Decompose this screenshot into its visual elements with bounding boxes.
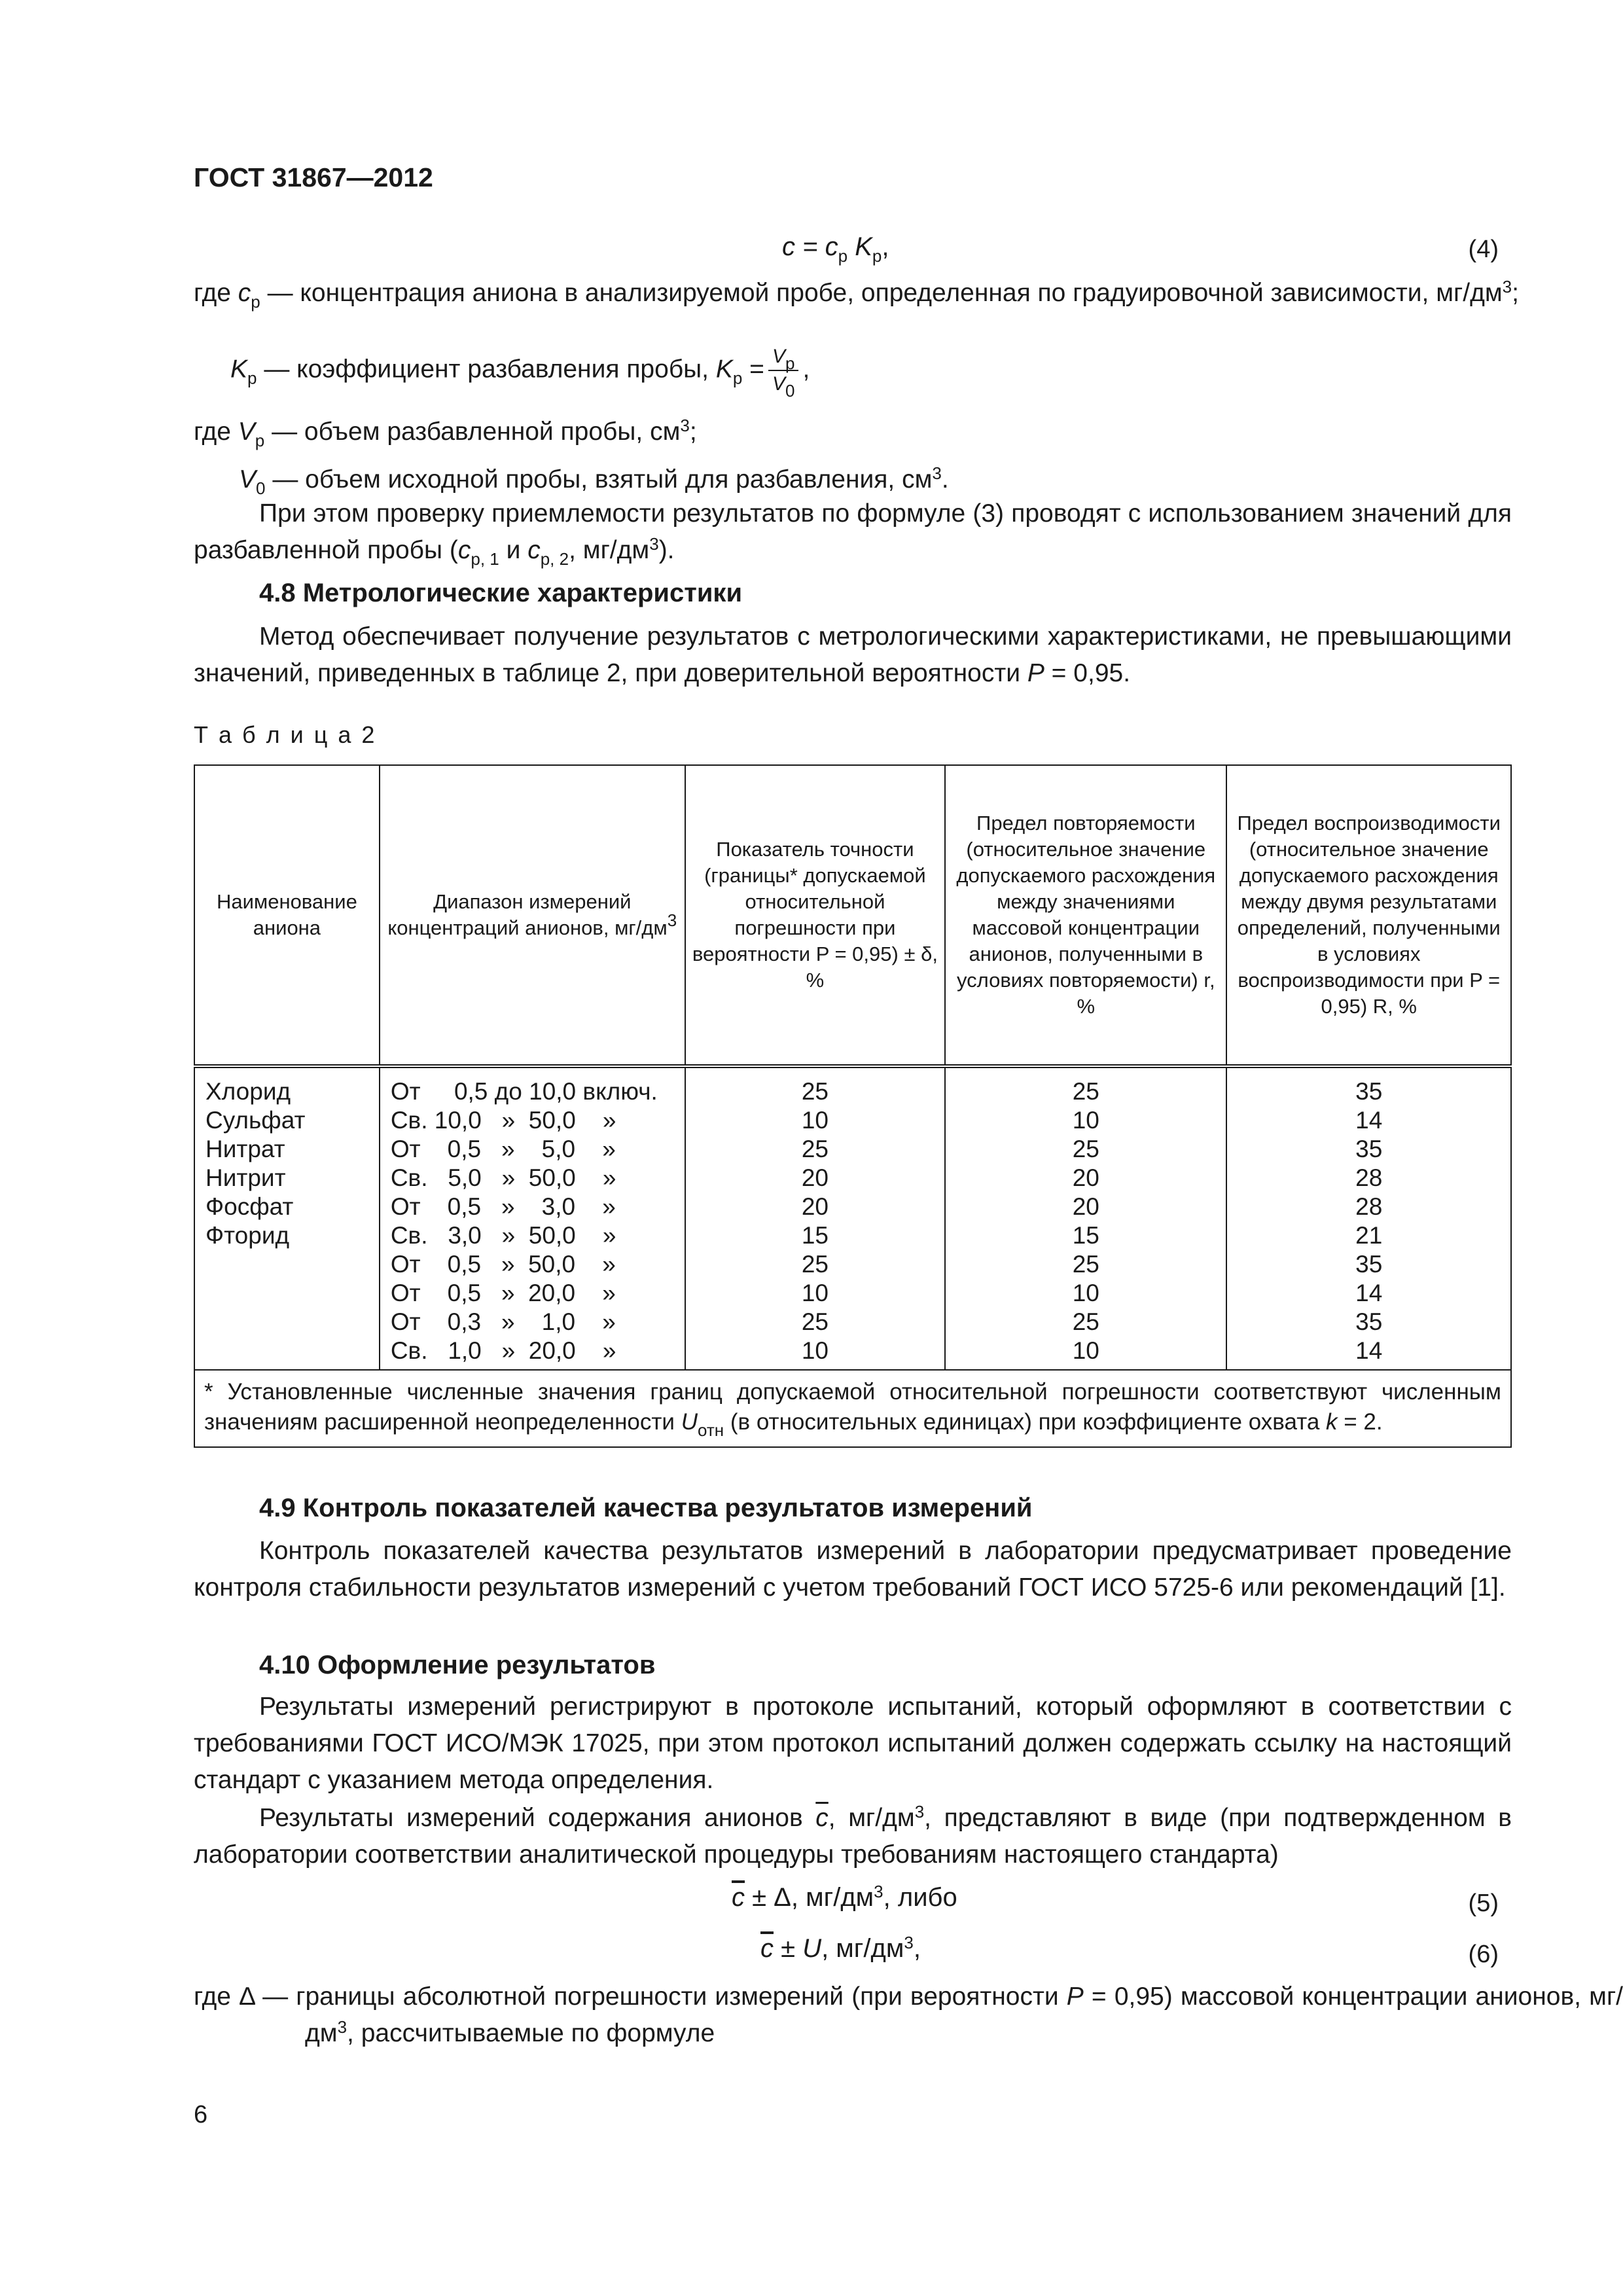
formula-4: $c = c_р$ $K_р$, xyxy=(782,232,889,266)
cell-repeatability: 20 xyxy=(1072,1164,1099,1191)
cell-reproducibility: 35 xyxy=(1355,1251,1383,1278)
cell-anion: Хлорид xyxy=(205,1078,291,1105)
column-repeatability xyxy=(945,1066,1226,1370)
header-range: Диапазон измерений концентраций анионов, $мг/дм^3$ xyxy=(380,765,685,1066)
cell-accuracy: 10 xyxy=(801,1337,829,1364)
formula-5-number: (5) xyxy=(1468,1890,1499,1917)
section-4-10-paragraph-1: Результаты измерений регистрируют в протоколе испытаний, который оформляют в соответствии с требованиями ГОСТ ИСО/МЭК 17025, при этом протокол испытаний должен содержать ссылку на настоящий стандарт с указанием метода определения. xyxy=(194,1693,1512,1794)
cell-repeatability: 25 xyxy=(1072,1251,1099,1278)
formula-6: $\overline{c} \pm U$, $мг/дм^3$, xyxy=(760,1933,921,1963)
cell-range: Св. 1,0 » 20,0 » xyxy=(390,1337,616,1364)
section-4-10-heading: 4.10 Оформление результатов xyxy=(259,1651,656,1679)
cell-range: От 0,5 до 10,0 включ. xyxy=(390,1078,658,1105)
column-reproducibility xyxy=(1226,1066,1511,1370)
cell-accuracy: 25 xyxy=(801,1251,829,1278)
cell-reproducibility: 35 xyxy=(1355,1078,1383,1105)
page-number: 6 xyxy=(194,2101,208,2128)
cell-anion: Фторид xyxy=(205,1222,290,1249)
section-4-8-heading: 4.8 Метрологические характеристики xyxy=(259,579,743,607)
cell-reproducibility: 28 xyxy=(1355,1164,1383,1191)
table-footnote-row xyxy=(194,1370,1511,1447)
cell-reproducibility: 14 xyxy=(1355,1280,1383,1306)
table-header-row xyxy=(194,765,1511,1066)
cell-accuracy: 20 xyxy=(801,1164,829,1191)
column-anion xyxy=(194,1066,380,1370)
cell-reproducibility: 14 xyxy=(1355,1107,1383,1134)
dilution-paragraph: При этом проверку приемлемости результатов по формуле (3) проводят с использованием значений для разбавленной пробы ($c_{р, 1}$ и $c_{р, 2}$, $мг/дм^3$). xyxy=(194,499,1512,569)
cell-range: От 0,5 » 20,0 » xyxy=(390,1280,616,1306)
cell-reproducibility: 21 xyxy=(1355,1222,1383,1249)
cell-repeatability: 15 xyxy=(1072,1222,1099,1249)
table-footnote: * Установленные численные значения границ допускаемой относительной погрешности соответствуют численным значениям расширенной неопределенности $U_{отн}$ (в относительных единицах) при коэффициенте охвата k = 2. xyxy=(194,1370,1511,1447)
cell-repeatability: 25 xyxy=(1072,1308,1099,1335)
cell-repeatability: 10 xyxy=(1072,1280,1099,1306)
formula-6-number: (6) xyxy=(1468,1941,1499,1968)
cell-accuracy: 25 xyxy=(801,1078,829,1105)
column-range xyxy=(380,1066,685,1370)
cell-anion: Нитрат xyxy=(205,1136,285,1162)
cell-reproducibility: 35 xyxy=(1355,1308,1383,1335)
cell-range: Св. 10,0 » 50,0 » xyxy=(390,1107,616,1134)
cell-accuracy: 10 xyxy=(801,1107,829,1134)
cell-repeatability: 25 xyxy=(1072,1078,1099,1105)
document-header: ГОСТ 31867—2012 xyxy=(194,162,433,192)
cell-anion: Фосфат xyxy=(205,1193,294,1220)
cell-repeatability: 10 xyxy=(1072,1337,1099,1364)
cell-accuracy: 10 xyxy=(801,1280,829,1306)
section-4-8-text: Метод обеспечивает получение результатов с метрологическими характеристиками, не превышающими значений, приведенных в таблице 2, при доверительной вероятности P = 0,95. xyxy=(194,622,1512,687)
column-accuracy xyxy=(685,1066,945,1370)
header-accuracy: Показатель точности (границы* допускаемой относительной погрешности при вероятности P = 0,95) ± δ, % xyxy=(685,765,945,1066)
definition-kp: $K_р$ — коэффициент разбавления пробы, $K_р$ = $\frac{V_р}{V_0}$ , xyxy=(230,344,810,397)
kp-fraction: $\frac{V_р}{V_0}$ xyxy=(768,344,798,397)
cell-range: От 0,5 » 3,0 » xyxy=(390,1193,616,1220)
cell-accuracy: 20 xyxy=(801,1193,829,1220)
cell-accuracy: 25 xyxy=(801,1308,829,1335)
formula-4-number: (4) xyxy=(1468,236,1499,263)
section-4-9-heading: 4.9 Контроль показателей качества результатов измерений xyxy=(259,1494,1033,1522)
table-body-row xyxy=(194,1066,1511,1370)
definition-vp: где $V_р$ — объем разбавленной пробы, $см^3$; xyxy=(194,416,697,450)
cell-anion: Сульфат xyxy=(205,1107,306,1134)
cell-reproducibility: 28 xyxy=(1355,1193,1383,1220)
cell-range: Св. 3,0 » 50,0 » xyxy=(390,1222,616,1249)
definition-v0: $V_0$ — объем исходной пробы, взятый для разбавления, $см^3$. xyxy=(239,463,949,498)
table-2 xyxy=(194,764,1512,1448)
cell-range: От 0,5 » 50,0 » xyxy=(390,1251,616,1278)
cell-range: Св. 5,0 » 50,0 » xyxy=(390,1164,616,1191)
cell-reproducibility: 14 xyxy=(1355,1337,1383,1364)
cell-repeatability: 25 xyxy=(1072,1136,1099,1162)
definition-cp: где $c_р$ — концентрация аниона в анализируемой пробе, определенная по градуировочной зависимости, $мг/дм^3$; xyxy=(194,277,1519,312)
cell-repeatability: 20 xyxy=(1072,1193,1099,1220)
formula-5: $\overline{c} \pm \Delta$, $мг/дм^3$, либо xyxy=(732,1882,957,1912)
definition-delta: где Δ — границы абсолютной погрешности измерений (при вероятности P = 0,95) массовой концентрации анионов, $мг/дм^3$, рассчитываемые по формуле xyxy=(194,1982,1623,2047)
cell-range: От 0,5 » 5,0 » xyxy=(390,1136,616,1162)
section-4-10-paragraph-2: Результаты измерений содержания анионов $\overline{c}$, $мг/дм^3$, представляют в виде (при подтвержденном в лаборатории соответствии аналитической процедуры требованиям настоящего стандарта) xyxy=(194,1802,1512,1869)
cell-accuracy: 15 xyxy=(801,1222,829,1249)
header-anion: Наименование аниона xyxy=(194,765,380,1066)
header-repeatability: Предел повторяемости (относительное значение допускаемого расхождения между значениями массовой концентрации анионов, полученными в условиях повторяемости) r, % xyxy=(945,765,1226,1066)
table-caption: Т а б л и ц а 2 xyxy=(194,721,377,748)
cell-accuracy: 25 xyxy=(801,1136,829,1162)
cell-anion: Нитрит xyxy=(205,1164,286,1191)
section-4-9-text: Контроль показателей качества результатов измерений в лаборатории предусматривает проведение контроля стабильности результатов измерений с учетом требований ГОСТ ИСО 5725-6 или рекомендаций [1]. xyxy=(194,1537,1512,1602)
cell-range: От 0,3 » 1,0 » xyxy=(390,1308,616,1335)
cell-repeatability: 10 xyxy=(1072,1107,1099,1134)
cell-reproducibility: 35 xyxy=(1355,1136,1383,1162)
header-reproducibility: Предел воспроизводимости (относительное значение допускаемого расхождения между двумя результатами определений, полученными в условиях воспроизводимости при P = 0,95) R, % xyxy=(1226,765,1511,1066)
